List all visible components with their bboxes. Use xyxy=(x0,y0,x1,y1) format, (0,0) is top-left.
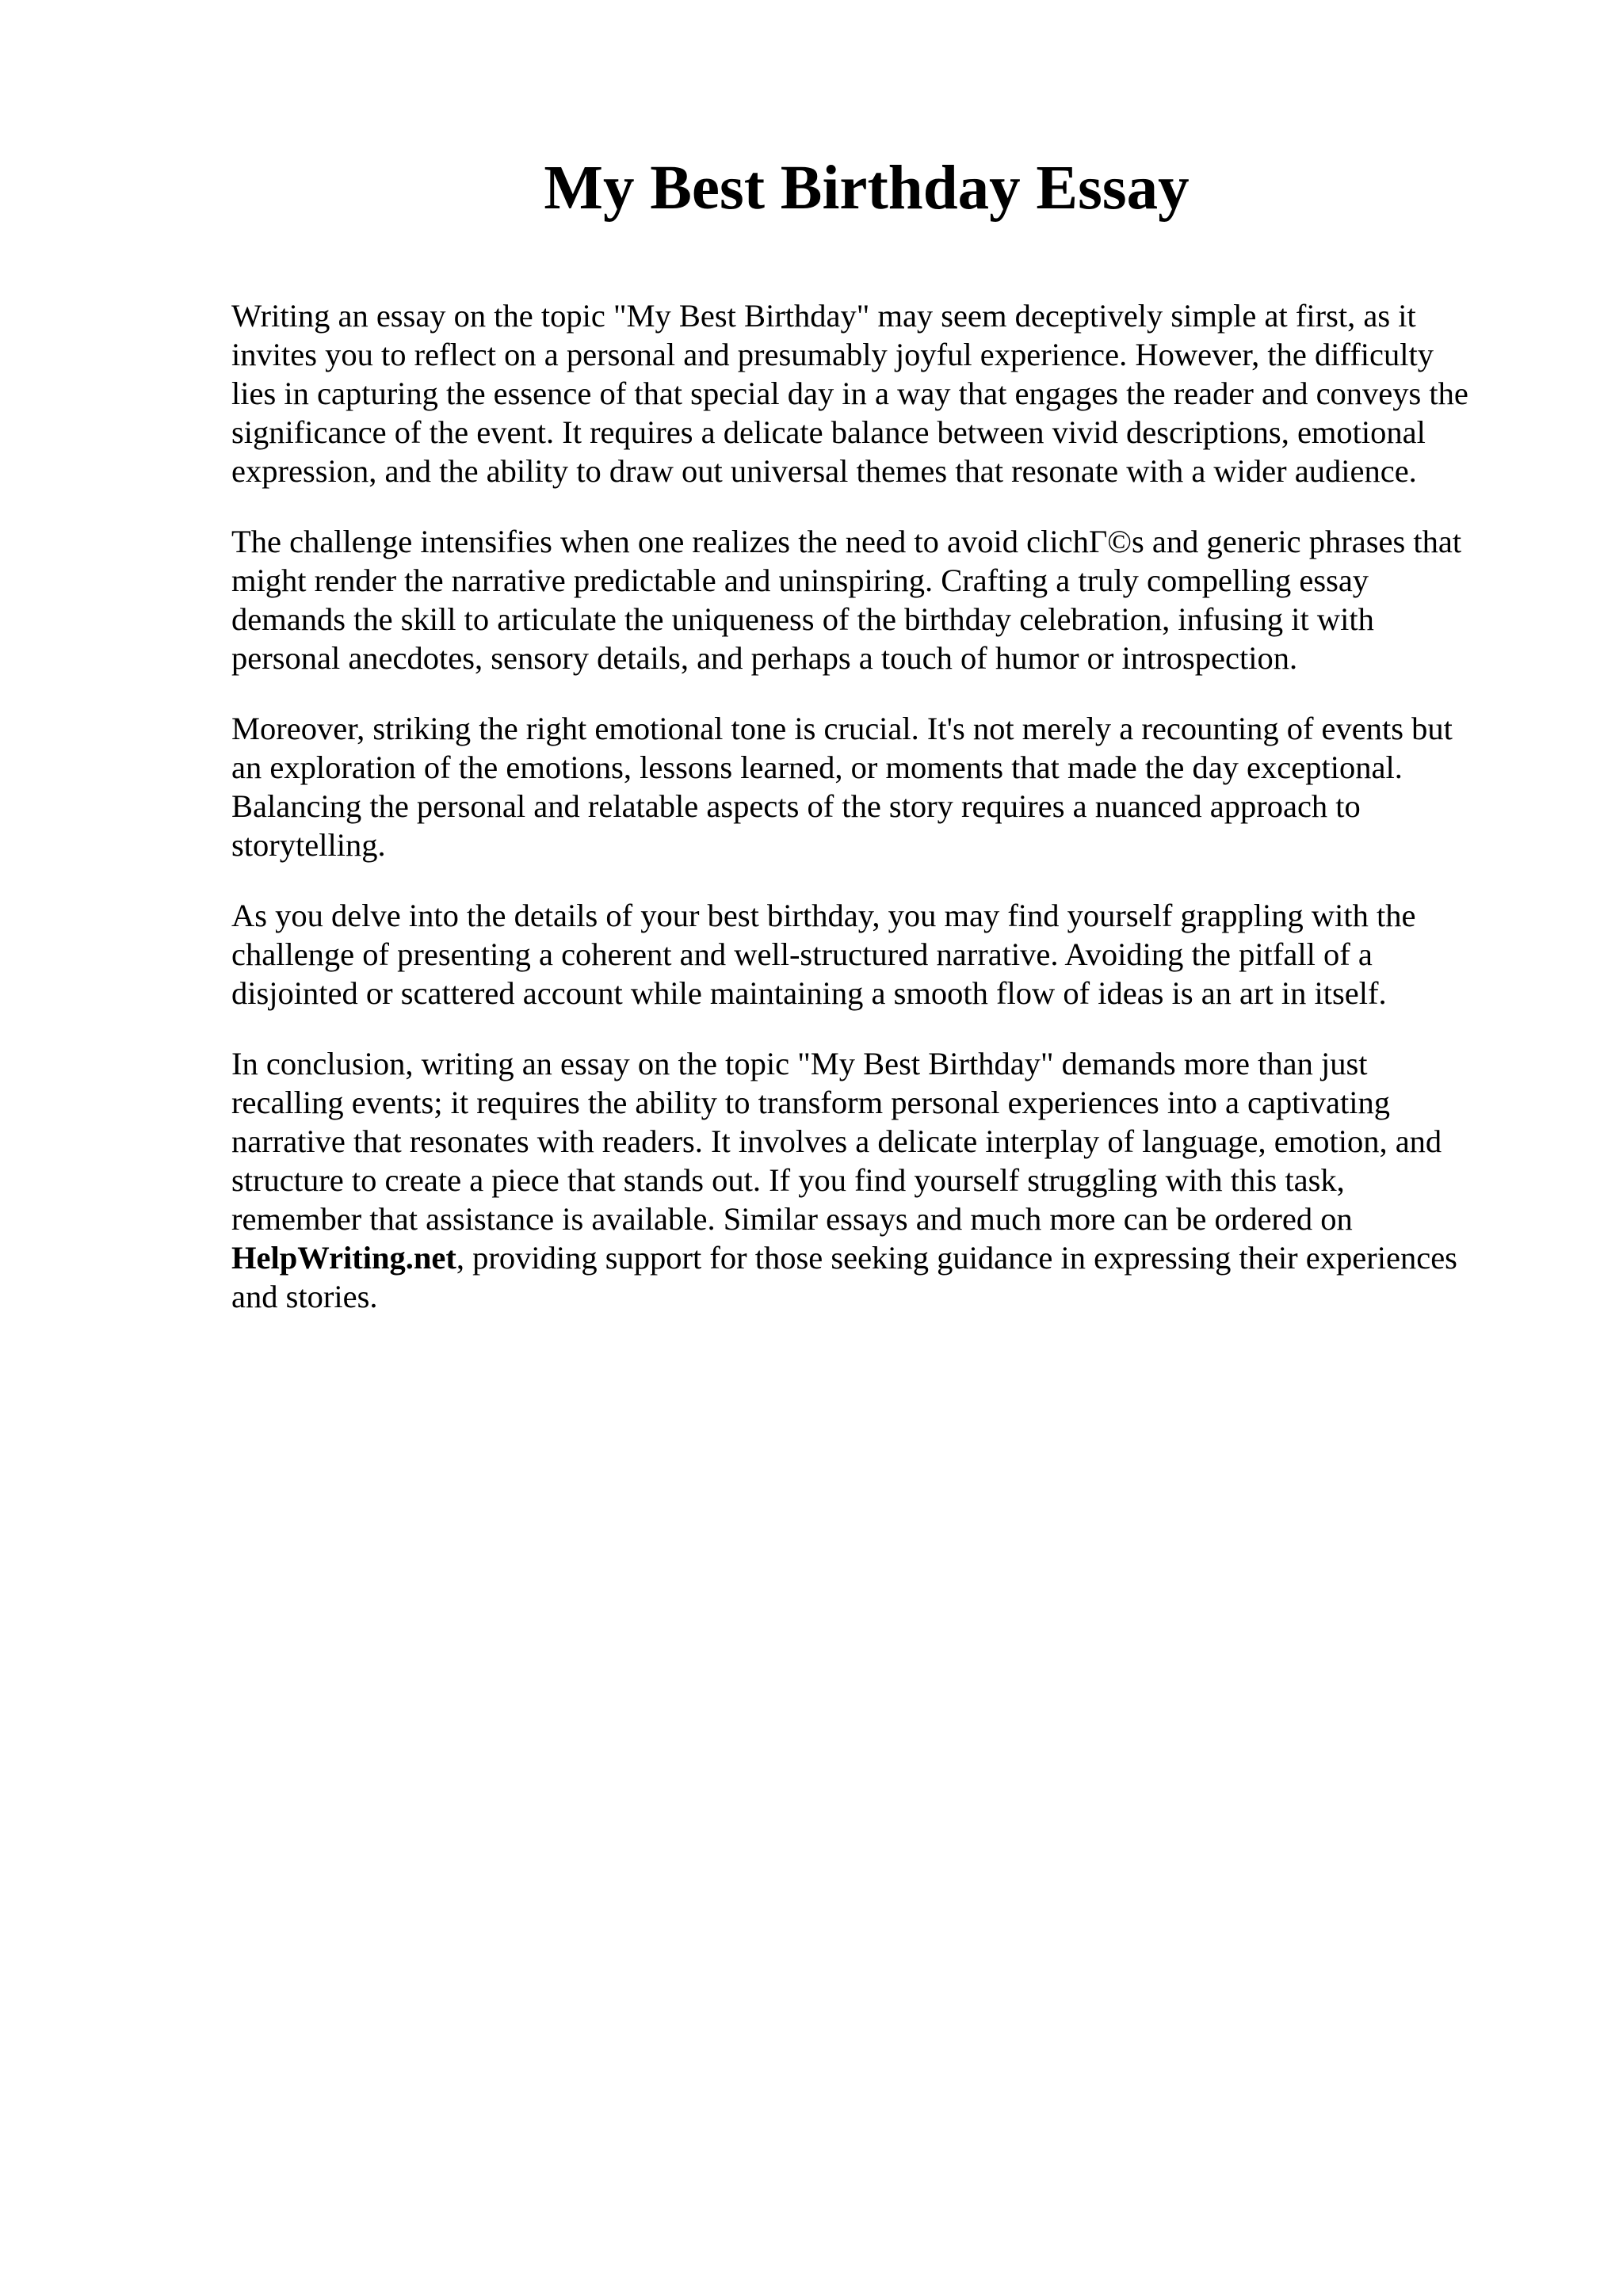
text-line: structure to create a piece that stands out. If you find yourself struggling with this task, xyxy=(231,1162,1345,1198)
text-line: Balancing the personal and relatable aspects of the story requires a nuanced approach to xyxy=(231,788,1361,824)
paragraph-4 xyxy=(231,896,1515,1013)
page-title: My Best Birthday Essay xyxy=(544,154,1190,223)
text-line: invites you to reflect on a personal and presumably joyful experience. However, the difficulty xyxy=(231,337,1434,372)
paragraph-1 xyxy=(231,296,1515,490)
text-line: As you delve into the details of your best birthday, you may find yourself grappling with the xyxy=(231,898,1416,933)
paragraph-5 xyxy=(231,1044,1515,1316)
paragraph-3 xyxy=(231,709,1515,864)
text-line: lies in capturing the essence of that special day in a way that engages the reader and conveys the xyxy=(231,376,1468,411)
text-after-link: , providing support for those seeking guidance in expressing their experiences xyxy=(456,1240,1457,1276)
essay-body xyxy=(231,296,1515,1348)
text-line: recalling events; it requires the ability to transform personal experiences into a captivating xyxy=(231,1085,1390,1120)
text-line: and stories. xyxy=(231,1279,378,1314)
text-line: Moreover, striking the right emotional tone is crucial. It's not merely a recounting of events but xyxy=(231,711,1453,746)
text-line: Writing an essay on the topic "My Best Birthday" may seem deceptively simple at first, as it xyxy=(231,298,1416,334)
text-line: storytelling. xyxy=(231,827,386,863)
text-line: challenge of presenting a coherent and well-structured narrative. Avoiding the pitfall of a xyxy=(231,936,1373,972)
text-line: demands the skill to articulate the uniqueness of the birthday celebration, infusing it with xyxy=(231,601,1374,637)
text-line: disjointed or scattered account while maintaining a smooth flow of ideas is an art in itself. xyxy=(231,975,1387,1011)
paragraph-2 xyxy=(231,522,1515,677)
text-line: might render the narrative predictable and uninspiring. Crafting a truly compelling essay xyxy=(231,563,1369,598)
text-line: personal anecdotes, sensory details, and perhaps a touch of humor or introspection. xyxy=(231,640,1298,676)
text-line: significance of the event. It requires a delicate balance between vivid descriptions, emotional xyxy=(231,414,1426,450)
text-line: remember that assistance is available. Similar essays and much more can be ordered on xyxy=(231,1201,1353,1237)
text-line-with-link xyxy=(231,1238,1515,1277)
text-line: an exploration of the emotions, lessons learned, or moments that made the day exceptional. xyxy=(231,749,1403,785)
text-line: In conclusion, writing an essay on the topic "My Best Birthday" demands more than just xyxy=(231,1046,1368,1081)
helpwriting-link[interactable]: HelpWriting.net xyxy=(231,1240,456,1276)
text-line: expression, and the ability to draw out universal themes that resonate with a wider audience. xyxy=(231,453,1417,489)
text-line: The challenge intensifies when one realizes the need to avoid clichΓ©s and generic phrases that xyxy=(231,524,1462,559)
text-line: narrative that resonates with readers. It involves a delicate interplay of language, emotion, and xyxy=(231,1123,1442,1159)
